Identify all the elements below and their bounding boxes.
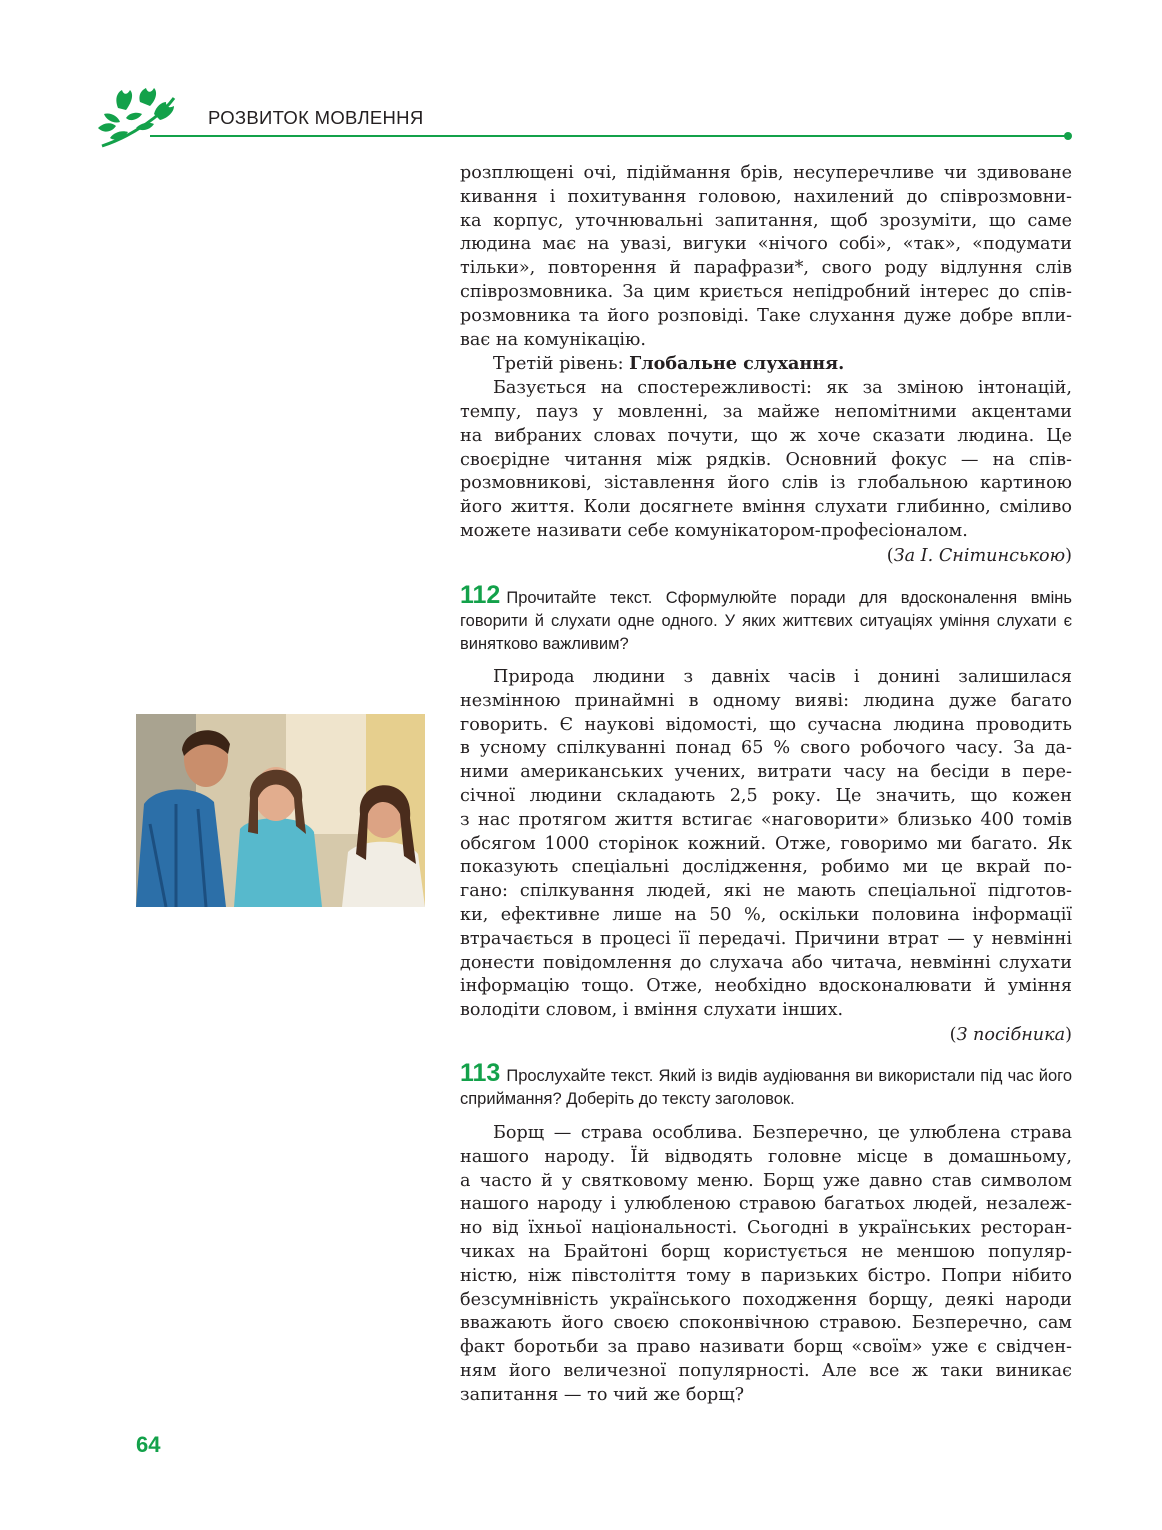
text-line: ням його величезної популярності. Але все ж таки виникає: [460, 1360, 1072, 1381]
text-line: нашого народу. Їй відводять головне місце в домашньому,: [460, 1146, 1072, 1167]
text-line: тільки», повторення й парафрази*, свого роду відлуння слів: [460, 258, 1072, 279]
level-title: Глобальне слухання.: [629, 353, 845, 375]
text-line: ними американських учених, витрати часу на бесіди в пере-: [460, 762, 1072, 783]
photo-illustration: [136, 714, 425, 907]
text-line: можете називати себе комунікатором-професіоналом.: [460, 520, 968, 541]
text-line: співрозмовника. За цим криється непідробний інтерес до спів-: [460, 281, 1072, 302]
attribution: (З посібника): [949, 1024, 1072, 1045]
text-line: розплющені очі, підіймання брів, несуперечливе чи здивоване: [460, 163, 1072, 183]
text-line: безсумнівність українського походження борщу, деякі народи: [460, 1289, 1072, 1310]
text-line: говорить. Є наукові відомості, що сучасна людина проводить: [460, 714, 1072, 735]
task-112: [460, 581, 1072, 656]
text-line: розмовникові, зіставлення його слів із глобальною картиною: [460, 473, 1072, 494]
header-rule-dot: [1064, 132, 1072, 140]
level-heading: [460, 352, 1072, 377]
text-line: гано: спілкування людей, які не мають спеціальної підготов-: [460, 881, 1072, 902]
attribution: (За І. Снітинською): [886, 545, 1072, 566]
text-line: своєрідне читання між рядків. Основний фокус — на спів-: [460, 449, 1072, 470]
text-line: факт боротьби за право називати борщ «своїм» уже є свідчен-: [460, 1337, 1072, 1358]
text-line: но від їхньої національності. Сьогодні в українських ресторан-: [460, 1218, 1072, 1239]
task-instruction-text: Прослухайте текст. Який із видів аудіювання ви використали під час його сприймання? Доберіть до тексту заголовок.: [460, 1067, 1072, 1108]
attribution-source: З посібника: [956, 1024, 1066, 1045]
text-line: нашого народу і улюбленою стравою багатьох людей, незалеж-: [460, 1194, 1072, 1215]
text-line: втрачається в процесі її передачі. Причини втрат — у невмінні: [460, 928, 1072, 949]
text-line: чиках на Брайтоні борщ користується не меншою популяр-: [460, 1241, 1072, 1262]
task-instruction: [460, 1059, 1072, 1111]
text-line: кивання і похитування головою, нахилений до співрозмовни-: [460, 186, 1072, 207]
text-line: ністю, ніж півстоліття тому в паризьких бістро. Попри нібито: [460, 1265, 1072, 1286]
page-header: [0, 80, 1162, 150]
text-line: донести повідомлення до слухача або читача, невмінні слухати: [460, 952, 1072, 973]
text-line: його життя. Коли досягнете вміння слухати глибинно, сміливо: [460, 497, 1072, 518]
text-line: ки, ефективне лише на 50 %, оскільки половина інформації: [460, 904, 1072, 925]
task-113: [460, 1059, 1072, 1111]
text-block-113: [460, 1122, 1072, 1408]
task-instruction-text: Прочитайте текст. Сформулюйте поради для вдосконалення вмінь говорити й слухати одне одного. У яких життєвих ситуаціях уміння слухати є винятково важливим?: [460, 589, 1072, 653]
section-title: РОЗВИТОК МОВЛЕННЯ: [208, 107, 424, 128]
text-line: в усному спілкуванні понад 65 % свого робочого часу. За да-: [460, 738, 1072, 759]
text-line: з нас протягом життя встигає «наговорити» близько 400 томів: [460, 809, 1072, 830]
text-line: запитання — то чий же борщ?: [460, 1384, 745, 1405]
text-line: Базується на спостережливості: як за зміною інтонацій,: [493, 378, 1072, 399]
text-line: а часто й у святковому меню. Борщ уже давно став символом: [460, 1170, 1072, 1191]
attribution-author: За І. Снітинською: [893, 545, 1066, 566]
text-line: Борщ — страва особлива. Безперечно, це улюблена страва: [493, 1123, 1072, 1143]
text-line: вважають його своєю споконвічною стравою. Безперечно, сам: [460, 1313, 1072, 1334]
text-line: ка корпус, уточнювальні запитання, щоб зрозуміти, що саме: [460, 210, 1072, 231]
text-line: інформацію тощо. Отже, необхідно вдосконалювати й уміння: [460, 976, 1072, 997]
photo-three-people-talking: [136, 714, 425, 907]
text-line: незмінною принаймні в одному вияві: людина дуже багато: [460, 690, 1072, 711]
flower-logo-icon: [96, 88, 178, 150]
level-prefix: Третій рівень:: [493, 354, 630, 375]
text-line: володіти словом, і вміння слухати інших.: [460, 1000, 844, 1021]
text-line: обсягом 1000 сторінок кожний. Отже, говоримо ми багато. Як: [460, 833, 1072, 854]
text-line: Природа людини з давніх часів і донині залишилася: [493, 667, 1072, 687]
text-line: темпу, пауз у мовленні, за майже непомітними акцентами: [460, 401, 1072, 422]
text-line: розмовника та його розповіді. Таке слухання дуже добре впли-: [460, 305, 1072, 326]
header-rule: [150, 135, 1067, 137]
task-number: 113: [460, 1059, 501, 1087]
task-instruction: [460, 581, 1072, 656]
text-block-112: [460, 666, 1072, 1047]
text-line: показують спеціальні дослідження, робимо ми це вкрай по-: [460, 857, 1072, 878]
task-number: 112: [460, 581, 501, 609]
text-line: січної людини складають 2,5 року. Це значить, що кожен: [460, 785, 1072, 806]
text-line: на вибраних словах почути, що ж хоче сказати людина. Це: [460, 425, 1072, 446]
page-number: 64: [136, 1432, 161, 1457]
text-line: ває на комунікацію.: [460, 329, 646, 350]
text-line: людина має на увазі, вигуки «нічого собі», «так», «подумати: [460, 234, 1072, 255]
text-block-1: [460, 162, 1072, 568]
